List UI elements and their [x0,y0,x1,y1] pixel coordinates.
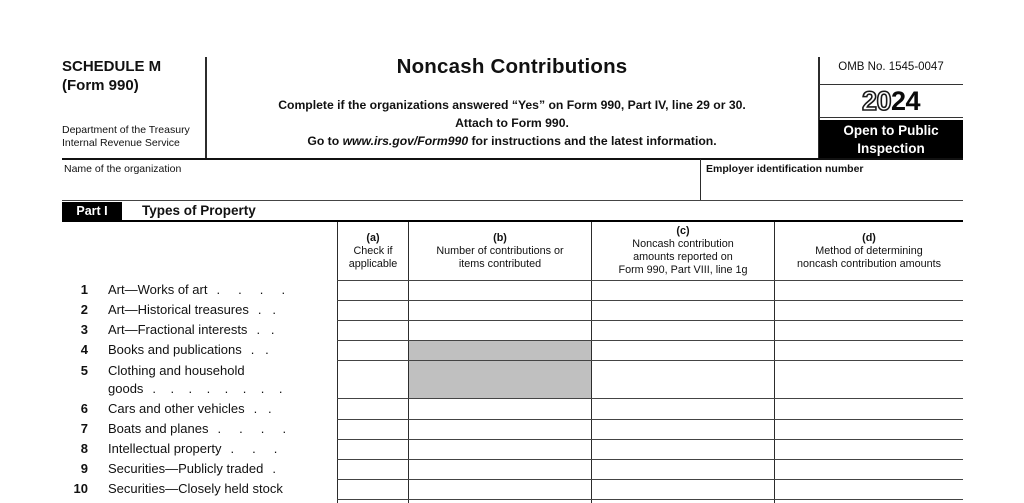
row-number: 6 [80,401,88,416]
row-number: 5 [80,363,88,378]
row-number: 1 [80,282,88,297]
column-letter: (a) [366,231,380,244]
year-solid-digits: 24 [891,86,921,116]
dot-leader: . . [250,342,269,357]
dot-leader: . . . . . . . . [152,381,283,396]
dot-leader: . . [256,322,275,337]
table-row-8 [62,439,338,459]
table-grid-hline [337,439,963,440]
column-header-text: applicable [348,257,398,270]
table-row-9 [62,459,338,479]
column-header-d [775,222,963,280]
org-name-label: Name of the organization [64,163,182,175]
part1-title: Types of Property [142,203,256,218]
column-header-text: items contributed [458,257,542,270]
row-label: Art—Works of art [108,282,208,297]
column-letter: (c) [676,225,690,237]
row-number: 8 [80,441,88,456]
table-grid-hline [337,459,963,460]
column-header-b [409,222,591,280]
year-rule [819,117,963,118]
schedule-name: SCHEDULE M [62,58,162,75]
column-header-text: noncash contribution amounts [796,257,942,270]
table-grid-hline [337,340,963,341]
table-row-5 [62,361,338,381]
column-header-a [338,222,408,280]
ein-label: Employer identification number [706,163,864,175]
schedule-label [62,57,161,95]
table-row-10 [62,479,338,499]
table-row-5-line-2 [62,379,338,399]
table-row-1 [62,280,338,300]
open-to-public-badge [819,120,963,158]
column-header-text: Form 990, Part VIII, line 1g [618,264,748,276]
row-label: Books and publications [108,342,242,357]
row-label: Intellectual property [108,441,222,456]
column-header-text: Number of contributions or [436,244,564,257]
row-number: 2 [80,302,88,317]
dot-leader: . . . [230,441,278,456]
agency-line-1: Department of the Treasury [62,124,190,136]
header-bottom-rule [62,158,963,160]
table-row-3 [62,320,338,340]
part1-badge: Part I [62,202,122,220]
table-grid-hline [337,320,963,321]
form-number: (Form 990) [62,77,139,94]
row-label: Clothing and household [108,363,245,378]
column-header-text: amounts reported on [633,251,733,263]
column-header-text: Method of determining [815,244,923,257]
row-label: Art—Fractional interests [108,322,248,337]
agency-line-2: Internal Revenue Service [62,137,180,149]
column-letter: (d) [862,231,876,244]
table-grid-hline [337,398,963,399]
goto-suffix: for instructions and the latest information. [468,134,717,148]
open-to-public-line-1: Open to Public [843,123,939,138]
table-grid-hline [337,360,963,361]
dot-leader: . . [253,401,272,416]
dot-leader: . [272,461,276,476]
row-number: 3 [80,322,88,337]
dot-leader: . . [257,302,276,317]
table-row-4 [62,340,338,360]
row-label: Art—Historical treasures [108,302,249,317]
goto-prefix: Go to [307,134,343,148]
row-label: Securities—Closely held stock [108,481,283,496]
table-row-2 [62,300,338,320]
name-ein-divider [700,159,701,200]
row-label: Boats and planes [108,421,209,436]
omb-rule [819,84,963,85]
name-row-rule [62,200,963,201]
row-label: goods [108,381,144,396]
agency-block [62,124,190,150]
row-number: 4 [80,342,88,357]
row-number: 7 [80,421,88,436]
table-row-6 [62,399,338,419]
table-grid-hline [337,419,963,420]
column-header-text: Check if [353,244,393,257]
row-label: Securities—Publicly traded [108,461,264,476]
open-to-public-line-2: Inspection [857,140,925,156]
table-grid-hline [337,499,963,500]
tax-year [819,86,963,117]
column-header-c [592,222,774,280]
row-number: 10 [73,481,88,496]
instruction-line-2: Attach to Form 990. [455,116,569,130]
instruction-line-1: Complete if the organizations answered “Yes” on Form 990, Part IV, line 29 or 30. [278,98,746,112]
column-header-text: Noncash contribution [632,238,734,250]
column-letter: (b) [493,231,507,244]
year-outline-digits: 20 [861,86,891,116]
table-grid-hline [337,300,963,301]
instruction-line-3 [206,134,818,148]
shaded-cell-b4-b5 [409,341,591,398]
row-number: 9 [80,461,88,476]
omb-number: OMB No. 1545-0047 [838,61,944,73]
goto-url: www.irs.gov/Form990 [342,134,469,148]
table-grid-hline [337,280,963,281]
table-row-7 [62,419,338,439]
form-title: Noncash Contributions [396,55,628,78]
dot-leader: . . . . [216,282,286,297]
table-grid-hline [337,479,963,480]
dot-leader: . . . . [217,421,287,436]
row-label: Cars and other vehicles [108,401,245,416]
